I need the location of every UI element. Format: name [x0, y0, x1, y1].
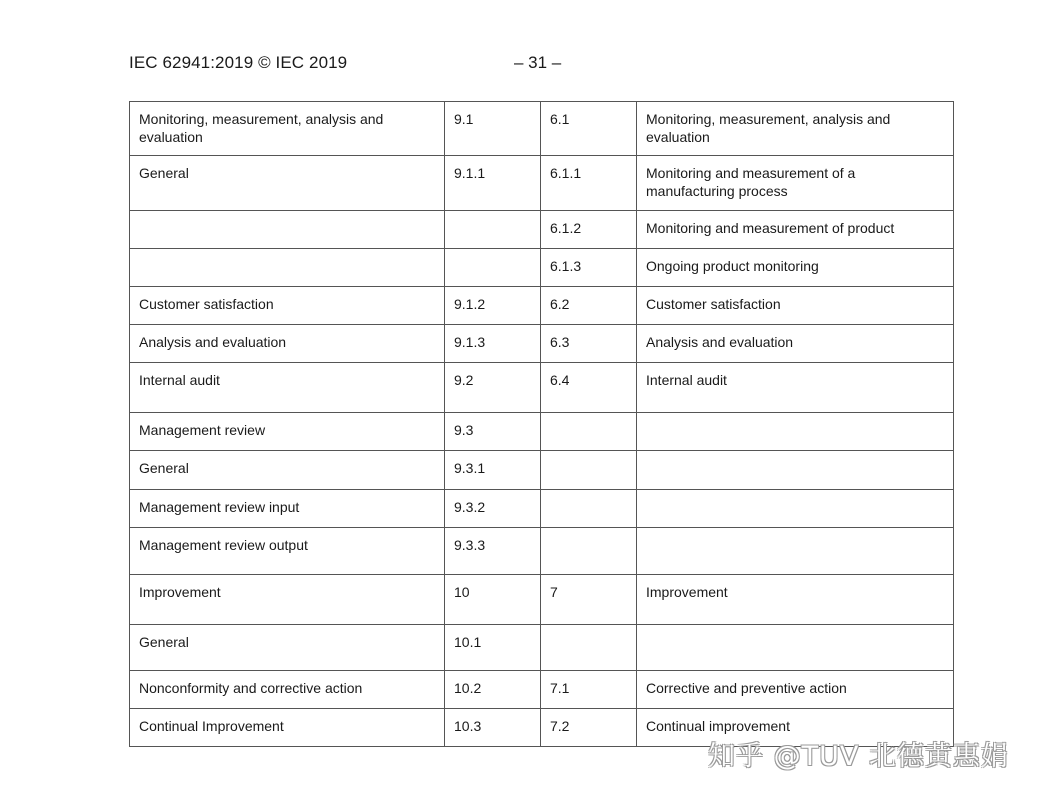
iec-clause-number-cell: 6.3 [541, 325, 637, 363]
iso-clause-title-cell: Nonconformity and corrective action [130, 671, 445, 709]
iso-clause-number-cell: 9.3.3 [445, 528, 541, 575]
iso-clause-number-cell: 9.1.2 [445, 287, 541, 325]
iso-clause-title-cell: Analysis and evaluation [130, 325, 445, 363]
table-row [130, 528, 954, 575]
iso-clause-title-cell: Customer satisfaction [130, 287, 445, 325]
iso-clause-number-cell: 9.3.1 [445, 451, 541, 490]
iso-clause-title-cell: Management review output [130, 528, 445, 575]
iec-clause-title-cell: Ongoing product monitoring [637, 249, 954, 287]
iso-clause-title-cell: Continual Improvement [130, 709, 445, 747]
iec-clause-number-cell: 7 [541, 575, 637, 625]
iec-clause-title-cell: Customer satisfaction [637, 287, 954, 325]
iso-clause-number-cell: 10.1 [445, 625, 541, 671]
iec-clause-title-cell [637, 625, 954, 671]
table-row [130, 249, 954, 287]
iso-clause-number-cell: 10.3 [445, 709, 541, 747]
iso-clause-number-cell: 9.2 [445, 363, 541, 413]
table-row [130, 625, 954, 671]
iso-clause-title-cell: General [130, 625, 445, 671]
iso-clause-number-cell: 9.3.2 [445, 490, 541, 528]
iso-clause-number-cell: 9.3 [445, 413, 541, 451]
iso-clause-title-cell: Management review input [130, 490, 445, 528]
iec-clause-title-cell [637, 451, 954, 490]
iec-clause-number-cell: 7.2 [541, 709, 637, 747]
iso-clause-title-cell: Internal audit [130, 363, 445, 413]
iso-clause-title-cell [130, 211, 445, 249]
iso-clause-number-cell: 10 [445, 575, 541, 625]
iec-clause-number-cell [541, 528, 637, 575]
iec-clause-title-cell: Continual improvement [637, 709, 954, 747]
iec-clause-title-cell [637, 413, 954, 451]
iec-clause-title-cell: Internal audit [637, 363, 954, 413]
iec-clause-title-cell: Monitoring and measurement of a manufacturing process [637, 156, 954, 211]
iso-clause-title-cell: Monitoring, measurement, analysis and evaluation [130, 102, 445, 156]
table-row [130, 413, 954, 451]
iso-clause-number-cell: 9.1.1 [445, 156, 541, 211]
table-row [130, 102, 954, 156]
table-row [130, 490, 954, 528]
iec-clause-title-cell [637, 528, 954, 575]
watermark: 知乎 @TUV 北德黄惠娟 [708, 741, 1009, 772]
iso-clause-title-cell: General [130, 156, 445, 211]
iec-clause-number-cell: 6.4 [541, 363, 637, 413]
iso-clause-number-cell: 9.1.3 [445, 325, 541, 363]
iec-clause-number-cell: 6.1.3 [541, 249, 637, 287]
table-row [130, 451, 954, 490]
iec-clause-title-cell: Monitoring and measurement of product [637, 211, 954, 249]
table-row [130, 287, 954, 325]
iec-clause-number-cell [541, 413, 637, 451]
iec-clause-title-cell: Monitoring, measurement, analysis and evaluation [637, 102, 954, 156]
iec-clause-number-cell [541, 490, 637, 528]
iec-clause-title-cell: Analysis and evaluation [637, 325, 954, 363]
table-row [130, 575, 954, 625]
iec-clause-title-cell: Corrective and preventive action [637, 671, 954, 709]
iec-clause-title-cell: Improvement [637, 575, 954, 625]
table-row [130, 156, 954, 211]
iso-clause-number-cell [445, 211, 541, 249]
iec-clause-number-cell: 7.1 [541, 671, 637, 709]
iec-clause-title-cell [637, 490, 954, 528]
table-row [130, 363, 954, 413]
table-row [130, 325, 954, 363]
iso-clause-title-cell: General [130, 451, 445, 490]
iso-clause-title-cell: Management review [130, 413, 445, 451]
iec-clause-number-cell: 6.1 [541, 102, 637, 156]
table-row [130, 671, 954, 709]
iec-clause-number-cell: 6.1.1 [541, 156, 637, 211]
clause-correspondence-table [129, 101, 954, 747]
iec-clause-number-cell [541, 625, 637, 671]
iec-clause-number-cell: 6.1.2 [541, 211, 637, 249]
iso-clause-number-cell: 9.1 [445, 102, 541, 156]
iso-clause-number-cell: 10.2 [445, 671, 541, 709]
iso-clause-number-cell [445, 249, 541, 287]
iec-clause-number-cell: 6.2 [541, 287, 637, 325]
iec-clause-number-cell [541, 451, 637, 490]
iso-clause-title-cell [130, 249, 445, 287]
table-row [130, 211, 954, 249]
document-header: IEC 62941:2019 © IEC 2019 [129, 53, 348, 72]
page-number: – 31 – [514, 53, 562, 72]
iso-clause-title-cell: Improvement [130, 575, 445, 625]
